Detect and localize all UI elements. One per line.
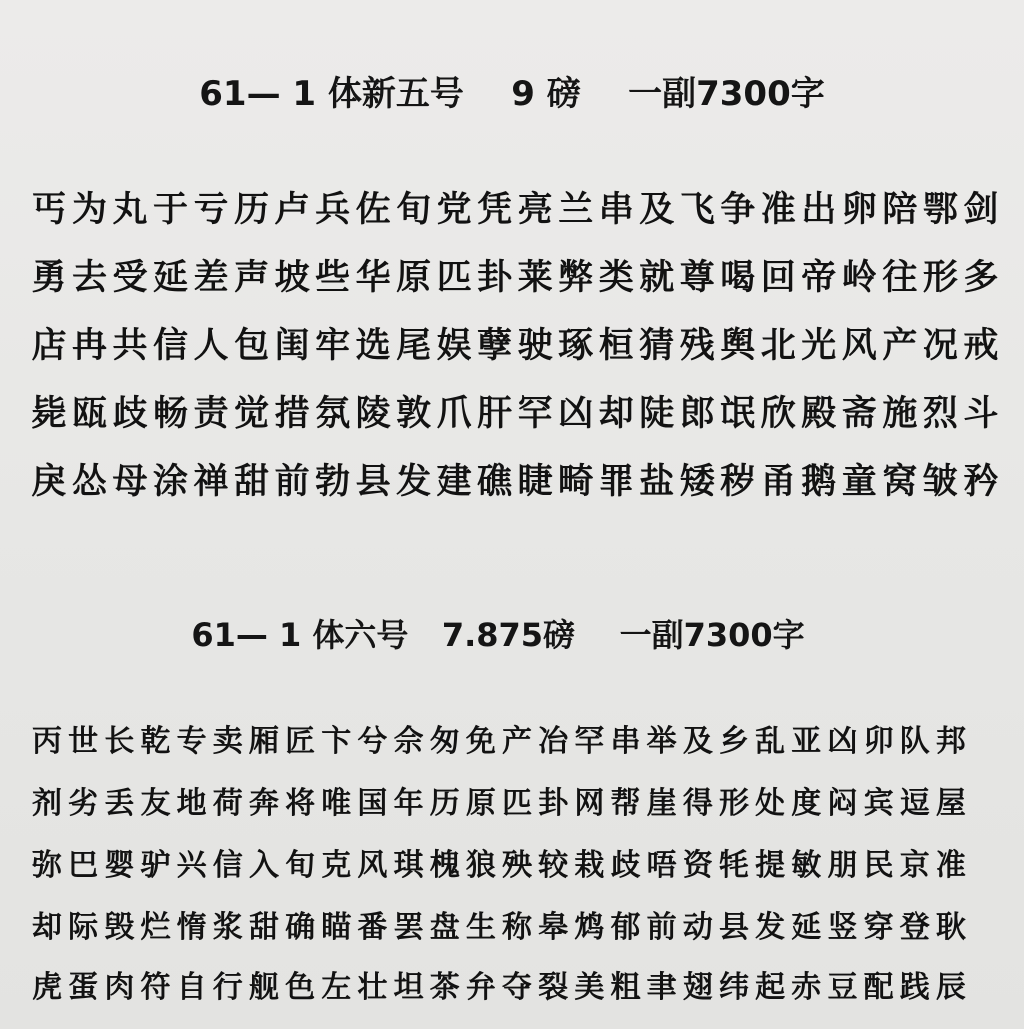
specimen-char: 凶 (827, 724, 858, 759)
specimen-char: 逗 (899, 786, 930, 821)
specimen-char: 兮 (357, 724, 388, 759)
specimen-char: 丢 (104, 786, 135, 821)
specimen-char: 前 (646, 910, 677, 945)
specimen-char: 亏 (193, 190, 229, 230)
specimen-char: 国 (357, 786, 388, 821)
specimen-char: 尾 (396, 326, 432, 366)
specimen-char: 类 (598, 258, 634, 298)
specimen-char: 共 (112, 326, 148, 366)
specimen-char: 信 (212, 848, 243, 883)
specimen-char: 世 (68, 724, 99, 759)
specimen-char: 地 (176, 786, 207, 821)
specimen-char: 自 (176, 970, 207, 1005)
specimen-char: 歧 (610, 848, 641, 883)
specimen-char: 觉 (234, 394, 270, 434)
specimen-char: 朋 (827, 848, 858, 883)
specimen-char: 屋 (935, 786, 966, 821)
specimen-char: 准 (935, 848, 966, 883)
section1-row-4 (30, 386, 1000, 436)
specimen-char: 配 (863, 970, 894, 1005)
specimen-char: 乡 (718, 724, 749, 759)
specimen-char: 翅 (682, 970, 713, 1005)
specimen-char: 却 (598, 394, 634, 434)
specimen-char: 弊 (558, 258, 594, 298)
specimen-char: 甜 (234, 462, 270, 502)
specimen-char: 狼 (465, 848, 496, 883)
specimen-char: 奔 (248, 786, 279, 821)
specimen-char: 入 (248, 848, 279, 883)
specimen-char: 邦 (935, 724, 966, 759)
specimen-char: 县 (718, 910, 749, 945)
specimen-char: 闷 (827, 786, 858, 821)
section2-row-3 (30, 840, 968, 884)
specimen-char: 却 (32, 910, 62, 945)
specimen-char: 选 (355, 326, 391, 366)
specimen-char: 秽 (720, 462, 756, 502)
specimen-char: 店 (31, 326, 67, 366)
section2-row-5 (30, 962, 968, 1006)
specimen-char: 荷 (212, 786, 243, 821)
specimen-char: 禅 (193, 462, 229, 502)
specimen-char: 鄂 (922, 190, 958, 230)
specimen-char: 氛 (315, 394, 351, 434)
specimen-char: 卦 (477, 258, 513, 298)
specimen-char: 母 (112, 462, 148, 502)
section2-row-2 (30, 778, 968, 822)
specimen-char: 槐 (429, 848, 460, 883)
specimen-char: 涂 (153, 462, 189, 502)
specimen-char: 乱 (755, 724, 786, 759)
specimen-char: 延 (153, 258, 189, 298)
specimen-char: 闺 (274, 326, 310, 366)
specimen-char: 多 (963, 258, 999, 298)
specimen-char: 歧 (112, 394, 148, 434)
specimen-char: 鹅 (801, 462, 837, 502)
specimen-char: 受 (112, 258, 148, 298)
specimen-char: 孽 (477, 326, 513, 366)
specimen-char: 京 (899, 848, 930, 883)
specimen-char: 些 (315, 258, 351, 298)
specimen-char: 县 (355, 462, 391, 502)
specimen-char: 戒 (963, 326, 999, 366)
specimen-char: 鸩 (574, 910, 605, 945)
specimen-char: 爪 (436, 394, 472, 434)
specimen-char: 克 (321, 848, 352, 883)
specimen-char: 丙 (32, 724, 62, 759)
section2-row-1 (30, 716, 968, 760)
specimen-char: 措 (274, 394, 310, 434)
specimen-char: 帝 (801, 258, 837, 298)
specimen-char: 美 (574, 970, 605, 1005)
specimen-char: 惰 (176, 910, 207, 945)
specimen-char: 弁 (465, 970, 496, 1005)
specimen-char: 琢 (558, 326, 594, 366)
specimen-char: 茶 (429, 970, 460, 1005)
specimen-char: 队 (899, 724, 930, 759)
specimen-char: 敦 (396, 394, 432, 434)
section1-row-2 (30, 250, 1000, 300)
specimen-char: 盘 (429, 910, 460, 945)
specimen-char: 准 (760, 190, 796, 230)
specimen-char: 出 (801, 190, 837, 230)
specimen-char: 处 (755, 786, 786, 821)
specimen-char: 夺 (502, 970, 533, 1005)
specimen-char: 友 (140, 786, 171, 821)
specimen-char: 浆 (212, 910, 243, 945)
section1-row-1 (30, 182, 1000, 232)
specimen-char: 耿 (935, 910, 966, 945)
specimen-char: 斋 (841, 394, 877, 434)
specimen-char: 矮 (679, 462, 715, 502)
specimen-char: 光 (801, 326, 837, 366)
specimen-char: 肝 (477, 394, 513, 434)
specimen-char: 舰 (248, 970, 279, 1005)
specimen-char: 罕 (517, 394, 553, 434)
specimen-char: 罪 (598, 462, 634, 502)
specimen-char: 喝 (720, 258, 756, 298)
specimen-char: 历 (234, 190, 270, 230)
specimen-char: 厢 (248, 724, 279, 759)
specimen-char: 礁 (477, 462, 513, 502)
specimen-char: 确 (285, 910, 316, 945)
specimen-char: 责 (193, 394, 229, 434)
specimen-char: 瓯 (72, 394, 108, 434)
specimen-char: 年 (393, 786, 424, 821)
specimen-char: 信 (153, 326, 189, 366)
specimen-char: 驴 (140, 848, 171, 883)
specimen-char: 起 (755, 970, 786, 1005)
specimen-char: 人 (193, 326, 229, 366)
specimen-char: 为 (72, 190, 108, 230)
specimen-char: 坦 (393, 970, 424, 1005)
specimen-char: 兴 (176, 848, 207, 883)
specimen-char: 陵 (355, 394, 391, 434)
specimen-char: 甜 (248, 910, 279, 945)
specimen-char: 辰 (935, 970, 966, 1005)
specimen-char: 婴 (104, 848, 135, 883)
specimen-char: 串 (610, 724, 641, 759)
specimen-char: 殿 (801, 394, 837, 434)
specimen-char: 桓 (598, 326, 634, 366)
specimen-char: 怂 (72, 462, 108, 502)
specimen-char: 皱 (922, 462, 958, 502)
specimen-char: 郎 (679, 394, 715, 434)
specimen-char: 登 (899, 910, 930, 945)
specimen-char: 冉 (72, 326, 108, 366)
section1-row-3 (30, 318, 1000, 368)
specimen-char: 民 (863, 848, 894, 883)
specimen-char: 纬 (718, 970, 749, 1005)
specimen-char: 猜 (639, 326, 675, 366)
specimen-char: 童 (841, 462, 877, 502)
specimen-char: 及 (639, 190, 675, 230)
specimen-char: 乾 (140, 724, 171, 759)
specimen-char: 罕 (574, 724, 605, 759)
specimen-char: 牢 (315, 326, 351, 366)
specimen-char: 宾 (863, 786, 894, 821)
specimen-char: 形 (922, 258, 958, 298)
specimen-char: 行 (212, 970, 243, 1005)
specimen-char: 舆 (720, 326, 756, 366)
specimen-char: 坡 (274, 258, 310, 298)
specimen-char: 冶 (538, 724, 569, 759)
specimen-char: 就 (639, 258, 675, 298)
specimen-char: 凭 (477, 190, 513, 230)
specimen-char: 矜 (963, 462, 999, 502)
section1-heading: 61— 1 体新五号 9 磅 一副7300字 (199, 74, 825, 114)
specimen-char: 左 (321, 970, 352, 1005)
specimen-char: 岭 (841, 258, 877, 298)
specimen-char: 串 (598, 190, 634, 230)
specimen-char: 帮 (610, 786, 641, 821)
specimen-char: 裂 (538, 970, 569, 1005)
specimen-char: 产 (882, 326, 918, 366)
specimen-char: 豆 (827, 970, 858, 1005)
specimen-char: 施 (882, 394, 918, 434)
specimen-char: 陪 (882, 190, 918, 230)
specimen-char: 前 (274, 462, 310, 502)
specimen-char: 旬 (396, 190, 432, 230)
specimen-char: 凶 (558, 394, 594, 434)
specimen-char: 资 (682, 848, 713, 883)
specimen-char: 欣 (760, 394, 796, 434)
specimen-char: 郁 (610, 910, 641, 945)
specimen-char: 及 (682, 724, 713, 759)
specimen-char: 包 (234, 326, 270, 366)
specimen-char: 于 (153, 190, 189, 230)
specimen-char: 盐 (639, 462, 675, 502)
specimen-char: 琪 (393, 848, 424, 883)
specimen-char: 争 (720, 190, 756, 230)
specimen-char: 形 (718, 786, 749, 821)
specimen-char: 声 (234, 258, 270, 298)
specimen-char: 称 (502, 910, 533, 945)
specimen-char: 卖 (212, 724, 243, 759)
specimen-char: 往 (882, 258, 918, 298)
specimen-char: 氓 (720, 394, 756, 434)
specimen-char: 牦 (718, 848, 749, 883)
specimen-char: 巴 (68, 848, 99, 883)
specimen-char: 勃 (315, 462, 351, 502)
specimen-char: 戾 (31, 462, 67, 502)
specimen-char: 番 (357, 910, 388, 945)
specimen-char: 匆 (429, 724, 460, 759)
specimen-char: 际 (68, 910, 99, 945)
specimen-char: 畸 (558, 462, 594, 502)
specimen-char: 原 (396, 258, 432, 298)
specimen-char: 免 (465, 724, 496, 759)
specimen-char: 建 (436, 462, 472, 502)
specimen-char: 匹 (502, 786, 533, 821)
specimen-char: 卞 (321, 724, 352, 759)
specimen-char: 勇 (31, 258, 67, 298)
specimen-char: 匠 (285, 724, 316, 759)
specimen-char: 发 (755, 910, 786, 945)
specimen-char: 发 (396, 462, 432, 502)
specimen-char: 回 (760, 258, 796, 298)
specimen-char: 敏 (791, 848, 822, 883)
specimen-char: 飞 (679, 190, 715, 230)
specimen-char: 剂 (32, 786, 62, 821)
specimen-char: 蛋 (68, 970, 99, 1005)
specimen-char: 举 (646, 724, 677, 759)
specimen-char: 陡 (639, 394, 675, 434)
specimen-char: 莱 (517, 258, 553, 298)
specimen-char: 赤 (791, 970, 822, 1005)
specimen-char: 竖 (827, 910, 858, 945)
specimen-char: 穿 (863, 910, 894, 945)
specimen-char: 肉 (104, 970, 135, 1005)
specimen-char: 聿 (646, 970, 677, 1005)
specimen-char: 斗 (963, 394, 999, 434)
specimen-char: 卵 (841, 190, 877, 230)
specimen-char: 佘 (393, 724, 424, 759)
specimen-char: 毁 (104, 910, 135, 945)
specimen-char: 得 (682, 786, 713, 821)
specimen-char: 去 (72, 258, 108, 298)
specimen-char: 尊 (679, 258, 715, 298)
specimen-char: 符 (140, 970, 171, 1005)
specimen-char: 历 (429, 786, 460, 821)
specimen-char: 殃 (502, 848, 533, 883)
specimen-char: 产 (502, 724, 533, 759)
specimen-char: 粗 (610, 970, 641, 1005)
specimen-char: 生 (465, 910, 496, 945)
specimen-char: 风 (841, 326, 877, 366)
specimen-char: 唔 (646, 848, 677, 883)
specimen-char: 睫 (517, 462, 553, 502)
specimen-char: 甬 (760, 462, 796, 502)
specimen-char: 卯 (863, 724, 894, 759)
specimen-char: 旬 (285, 848, 316, 883)
specimen-char: 风 (357, 848, 388, 883)
specimen-char: 动 (682, 910, 713, 945)
specimen-char: 践 (899, 970, 930, 1005)
specimen-char: 烈 (922, 394, 958, 434)
specimen-char: 瞄 (321, 910, 352, 945)
specimen-char: 专 (176, 724, 207, 759)
specimen-char: 皋 (538, 910, 569, 945)
specimen-char: 色 (285, 970, 316, 1005)
specimen-char: 窝 (882, 462, 918, 502)
specimen-char: 佐 (355, 190, 391, 230)
specimen-char: 提 (755, 848, 786, 883)
specimen-char: 卢 (274, 190, 310, 230)
specimen-char: 兰 (558, 190, 594, 230)
section2-heading: 61— 1 体六号 7.875磅 一副7300字 (191, 616, 805, 654)
specimen-char: 唯 (321, 786, 352, 821)
specimen-char: 毙 (31, 394, 67, 434)
specimen-char: 娱 (436, 326, 472, 366)
specimen-char: 网 (574, 786, 605, 821)
specimen-char: 原 (465, 786, 496, 821)
specimen-char: 烂 (140, 910, 171, 945)
specimen-char: 罢 (393, 910, 424, 945)
specimen-char: 虎 (32, 970, 62, 1005)
specimen-char: 华 (355, 258, 391, 298)
specimen-char: 崖 (646, 786, 677, 821)
specimen-char: 亮 (517, 190, 553, 230)
specimen-char: 将 (285, 786, 316, 821)
specimen-char: 长 (104, 724, 135, 759)
specimen-char: 度 (791, 786, 822, 821)
specimen-char: 差 (193, 258, 229, 298)
specimen-char: 兵 (315, 190, 351, 230)
specimen-char: 党 (436, 190, 472, 230)
specimen-char: 弥 (32, 848, 62, 883)
specimen-char: 丐 (31, 190, 67, 230)
specimen-char: 匹 (436, 258, 472, 298)
specimen-char: 亚 (791, 724, 822, 759)
specimen-char: 栽 (574, 848, 605, 883)
specimen-char: 剑 (963, 190, 999, 230)
specimen-char: 壮 (357, 970, 388, 1005)
specimen-char: 北 (760, 326, 796, 366)
specimen-char: 残 (679, 326, 715, 366)
specimen-char: 较 (538, 848, 569, 883)
specimen-char: 劣 (68, 786, 99, 821)
specimen-char: 卦 (538, 786, 569, 821)
specimen-char: 丸 (112, 190, 148, 230)
specimen-char: 畅 (153, 394, 189, 434)
section2-row-4 (30, 902, 968, 946)
specimen-char: 驶 (517, 326, 553, 366)
specimen-char: 况 (922, 326, 958, 366)
specimen-char: 延 (791, 910, 822, 945)
section1-row-5 (30, 454, 1000, 504)
